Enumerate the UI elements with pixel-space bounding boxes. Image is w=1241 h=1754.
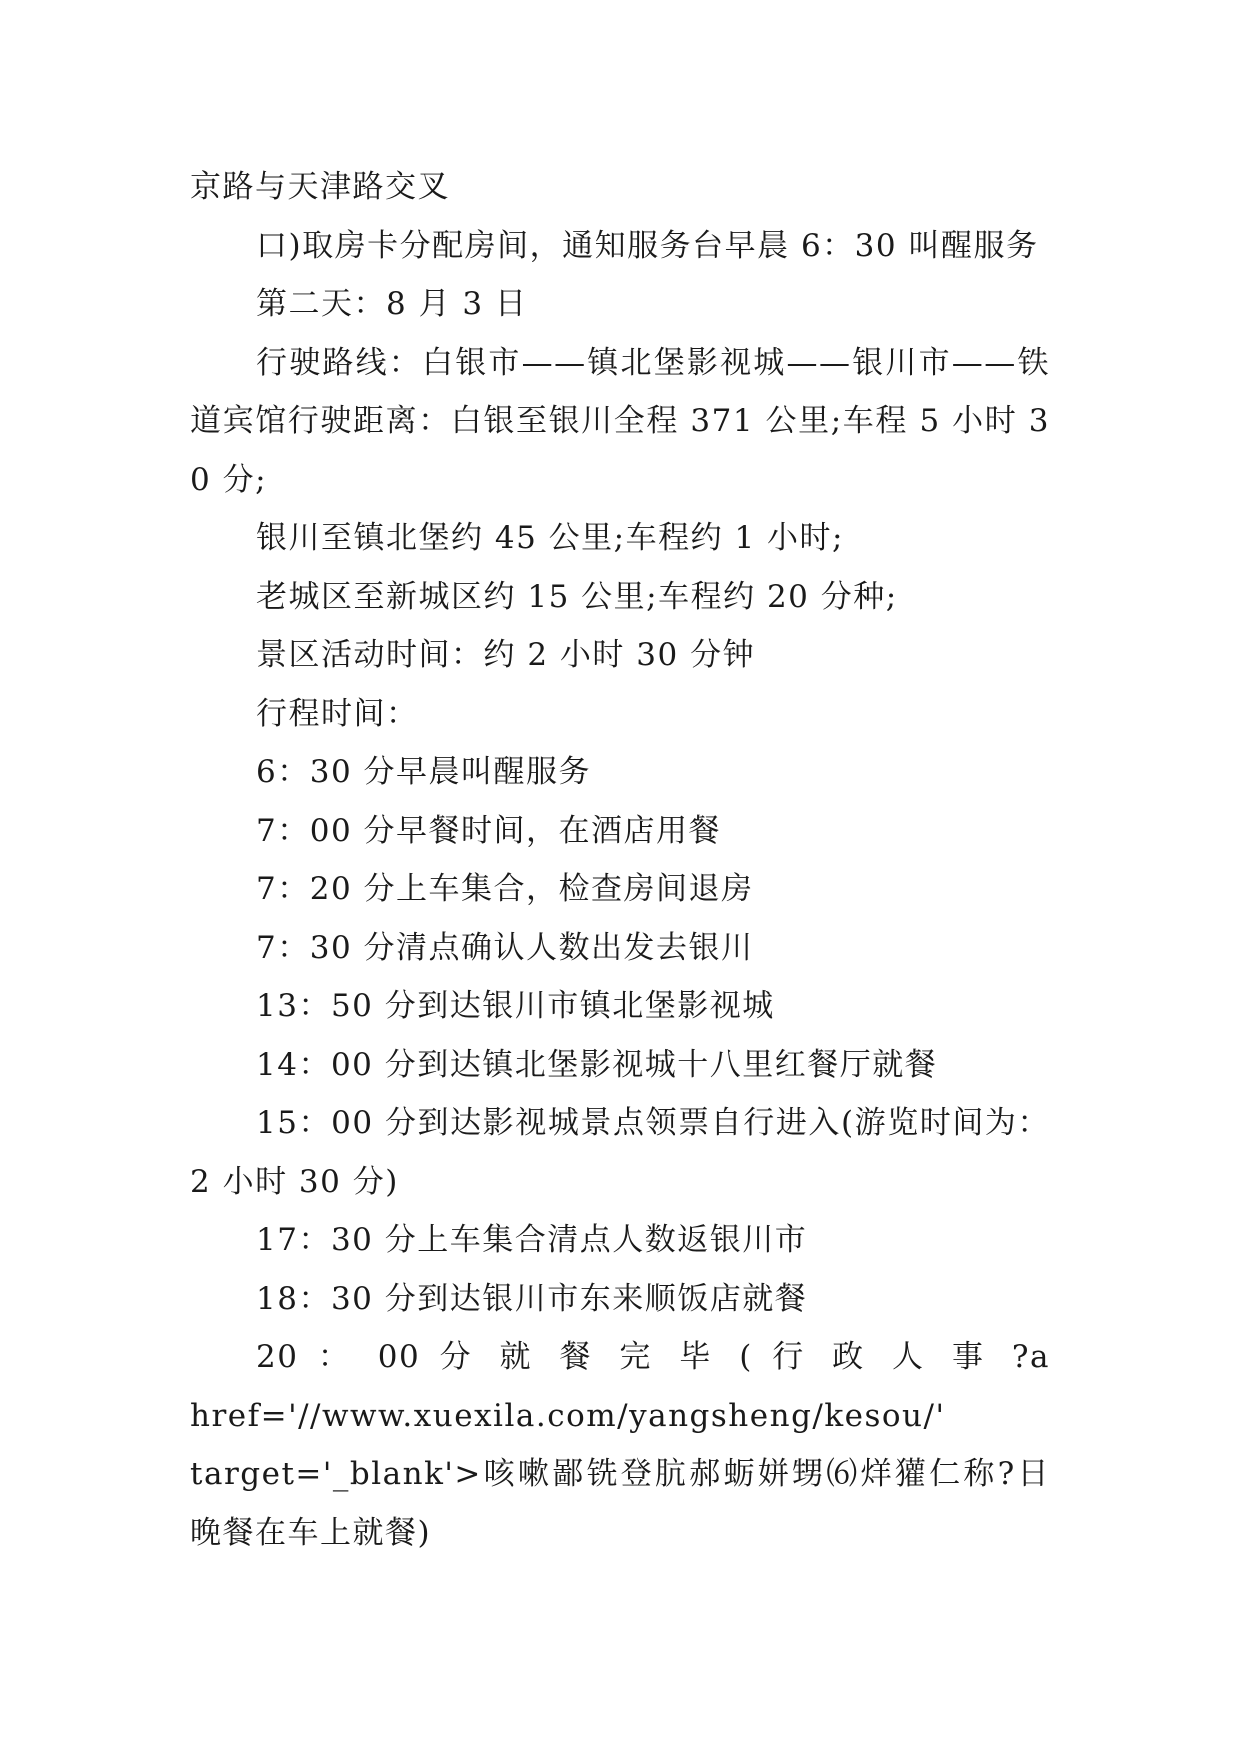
paragraph-day-two-date: 第二天：8 月 3 日 [256,286,528,322]
paragraph-schedule-heading: 行程时间： [256,695,419,732]
schedule-item: 17：30 分上车集合清点人数返银川市 [256,1222,808,1258]
paragraph-activity-time: 景区活动时间：约 2 小时 30 分钟 [256,637,756,673]
schedule-item: 7：30 分清点确认人数出发去银川 [256,929,754,966]
schedule-item: 18：30 分到达银川市东来顺饭店就餐 [256,1280,808,1317]
schedule-item: 13：50 分到达银川市镇北堡影视城 [256,988,775,1024]
document-body [190,158,1050,1562]
paragraph-distance-old-new-city: 老城区至新城区约 15 公里;车程约 20 分种; [256,578,898,615]
paragraph-continuation: 京路与天津路交叉 [190,169,450,205]
paragraph-route: 行驶路线：白银市——镇北堡影视城——银川市——铁道宾馆行驶距离：白银至银川全程 371 公里;车程 5 小时 30 分; [190,344,1050,498]
schedule-item-continuation: target='_blank'>咳嗽鄙铣登肮郝蛎姘甥⑹烊獾仁称?日晚餐在车上就餐) [190,1456,1050,1551]
schedule-item: 14：00 分到达镇北堡影视城十八里红餐厅就餐 [256,1046,938,1083]
paragraph-room-assignment: 口)取房卡分配房间，通知服务台早晨 6：30 叫醒服务 [256,227,1039,264]
schedule-item: 20 ： 00 分 就 餐 完 毕 ( 行 政 人 事 ?a [256,1339,1050,1375]
paragraph-distance-zhenbeibao: 银川至镇北堡约 45 公里;车程约 1 小时; [256,520,844,556]
schedule-item: 7：00 分早餐时间，在酒店用餐 [256,812,722,849]
schedule-item: 6：30 分早晨叫醒服务 [256,754,592,790]
schedule-item: 7：20 分上车集合，检查房间退房 [256,871,754,907]
schedule-item-continuation: href='//www.xuexila.com/yangsheng/kesou/' [190,1397,946,1434]
schedule-item: 15：00 分到达影视城景点领票自行进入(游览时间为：2 小时 30 分) [190,1105,1050,1200]
